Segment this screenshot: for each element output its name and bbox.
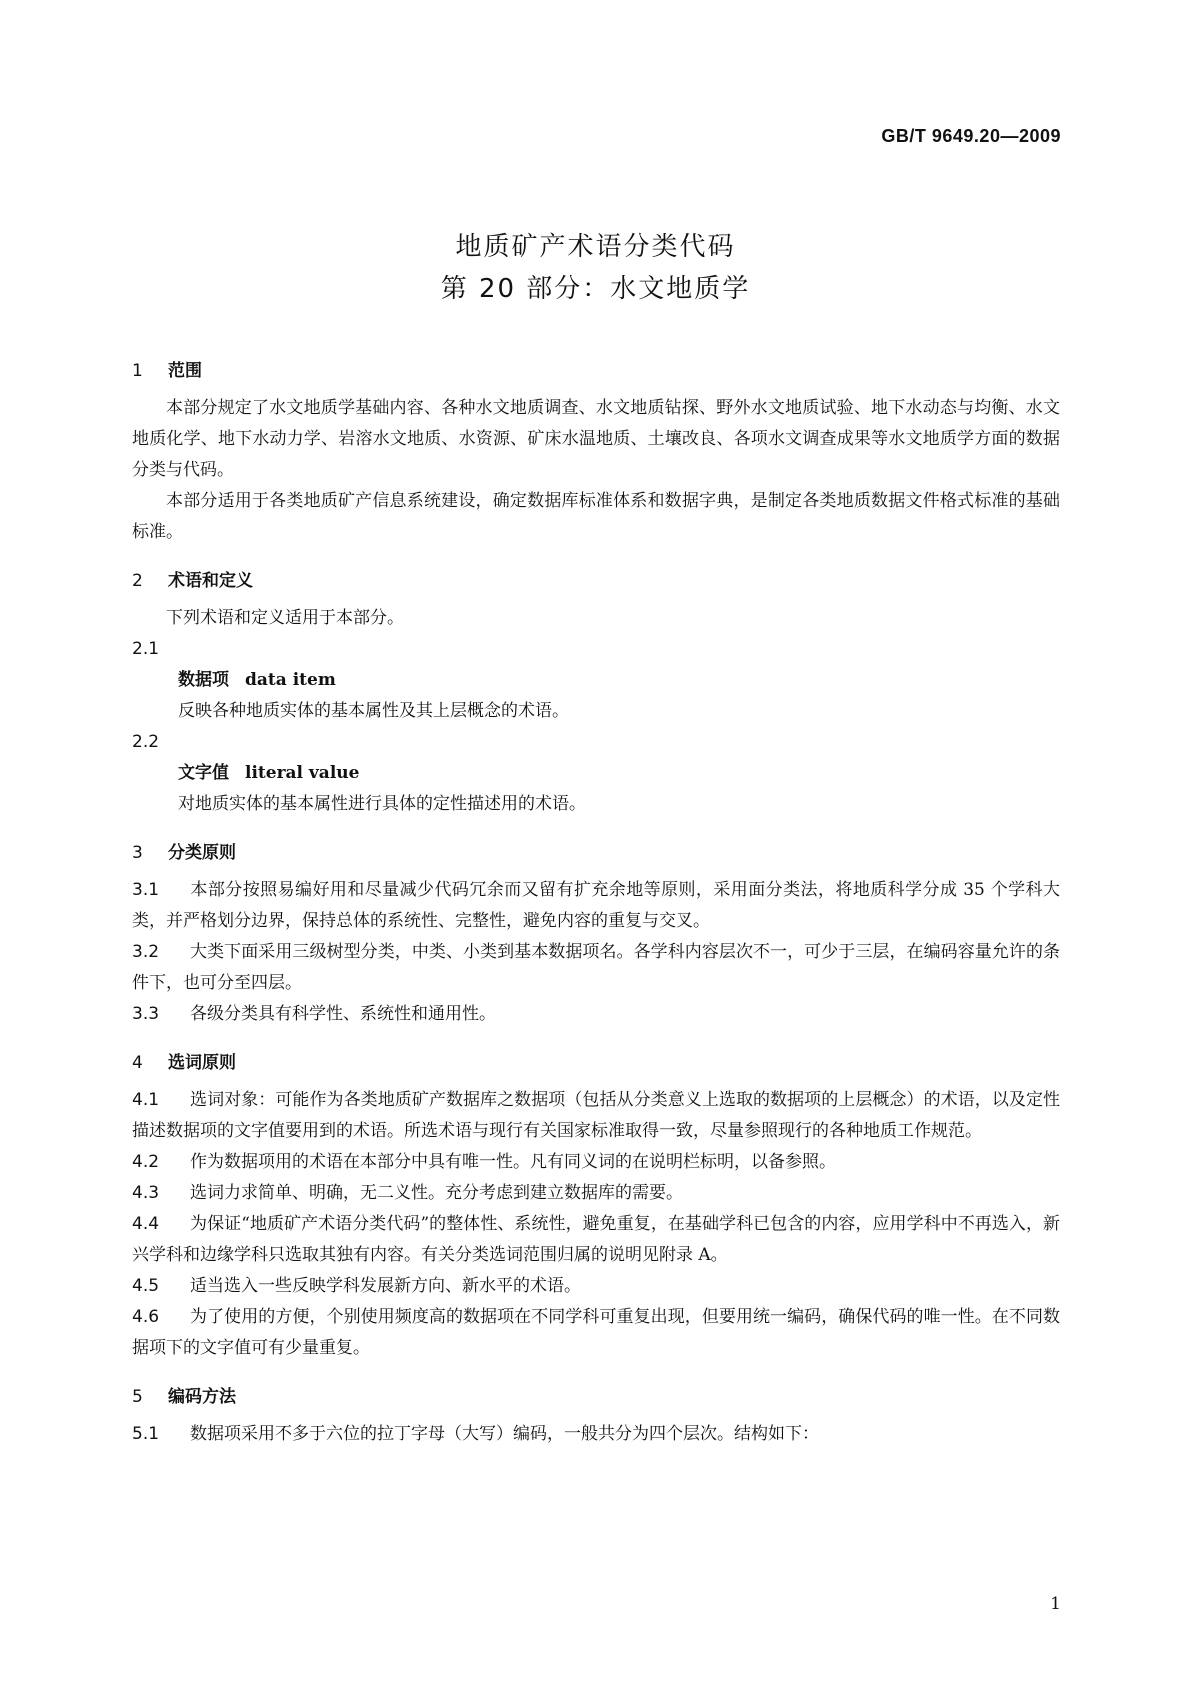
document-body xyxy=(132,356,1060,1450)
document-title-line1: 地质矿产术语分类代码 xyxy=(455,232,736,262)
clause-3-1: 3.1 本部分按照易编好用和尽量减少代码冗余而又留有扩充余地等原则，采用面分类法，将地质科学分成 35 个学科大类，并严格划分边界，保持总体的系统性、完整性，避免内容的重复与交叉。 xyxy=(132,880,1060,931)
clause-4-5: 4.5 适当选入一些反映学科发展新方向、新水平的术语。 xyxy=(132,1276,581,1296)
clause-4-1: 4.1 选词对象：可能作为各类地质矿产数据库之数据项（包括从分类意义上选取的数据项的上层概念）的术语，以及定性描述数据项的文字值要用到的术语。所选术语与现行有关国家标准取得一致，尽量参照现行的各种地质工作规范。 xyxy=(132,1090,1060,1141)
clause-4-3: 4.3 选词力求简单、明确，无二义性。充分考虑到建立数据库的需要。 xyxy=(132,1183,683,1203)
page-number: 1 xyxy=(1050,1594,1061,1614)
clause-4-4: 4.4 为保证“地质矿产术语分类代码”的整体性、系统性，避免重复，在基础学科已包含的内容，应用学科中不再选入，新兴学科和边缘学科只选取其独有内容。有关分类选词范围归属的说明见附录 A。 xyxy=(132,1214,1060,1265)
scope-paragraph-2: 本部分适用于各类地质矿产信息系统建设，确定数据库标准体系和数据字典，是制定各类地质数据文件格式标准的基础标准。 xyxy=(132,491,1060,542)
clause-5-1: 5.1 数据项采用不多于六位的拉丁字母（大写）编码，一般共分为四个层次。结构如下： xyxy=(132,1424,819,1444)
term-definition: 反映各种地质实体的基本属性及其上层概念的术语。 xyxy=(178,701,569,721)
term-number: 2.2 xyxy=(132,732,160,752)
clause-3-2: 3.2 大类下面采用三级树型分类，中类、小类到基本数据项名。各学科内容层次不一，可少于三层，在编码容量允许的条件下，也可分至四层。 xyxy=(132,942,1060,993)
standard-code: GB/T 9649.20—2009 xyxy=(881,126,1061,146)
clause-4-2: 4.2 作为数据项用的术语在本部分中具有唯一性。凡有同义词的在说明栏标明，以备参照。 xyxy=(132,1152,836,1172)
section-heading-2: 2 术语和定义 xyxy=(132,571,253,591)
scope-paragraph-1: 本部分规定了水文地质学基础内容、各种水文地质调查、水文地质钻探、野外水文地质试验、地下水动态与均衡、水文地质化学、地下水动力学、岩溶水文地质、水资源、矿床水温地质、土壤改良、各项水文调查成果等水文地质学方面的数据分类与代码。 xyxy=(132,398,1060,480)
term-number: 2.1 xyxy=(132,639,160,659)
section-heading-1: 1 范围 xyxy=(132,361,202,381)
section-heading-4: 4 选词原则 xyxy=(132,1053,236,1073)
term-name: 数据项 data item xyxy=(178,670,336,690)
terms-intro: 下列术语和定义适用于本部分。 xyxy=(166,608,404,628)
term-definition: 对地质实体的基本属性进行具体的定性描述用的术语。 xyxy=(178,794,586,814)
clause-4-6: 4.6 为了使用的方便，个别使用频度高的数据项在不同学科可重复出现，但要用统一编码，确保代码的唯一性。在不同数据项下的文字值可有少量重复。 xyxy=(132,1307,1060,1358)
term-name: 文字值 literal value xyxy=(178,763,360,783)
document-title-line2: 第 20 部分：水文地质学 xyxy=(440,274,751,304)
section-heading-3: 3 分类原则 xyxy=(132,843,236,863)
clause-3-3: 3.3 各级分类具有科学性、系统性和通用性。 xyxy=(132,1004,496,1024)
section-heading-5: 5 编码方法 xyxy=(132,1387,236,1407)
